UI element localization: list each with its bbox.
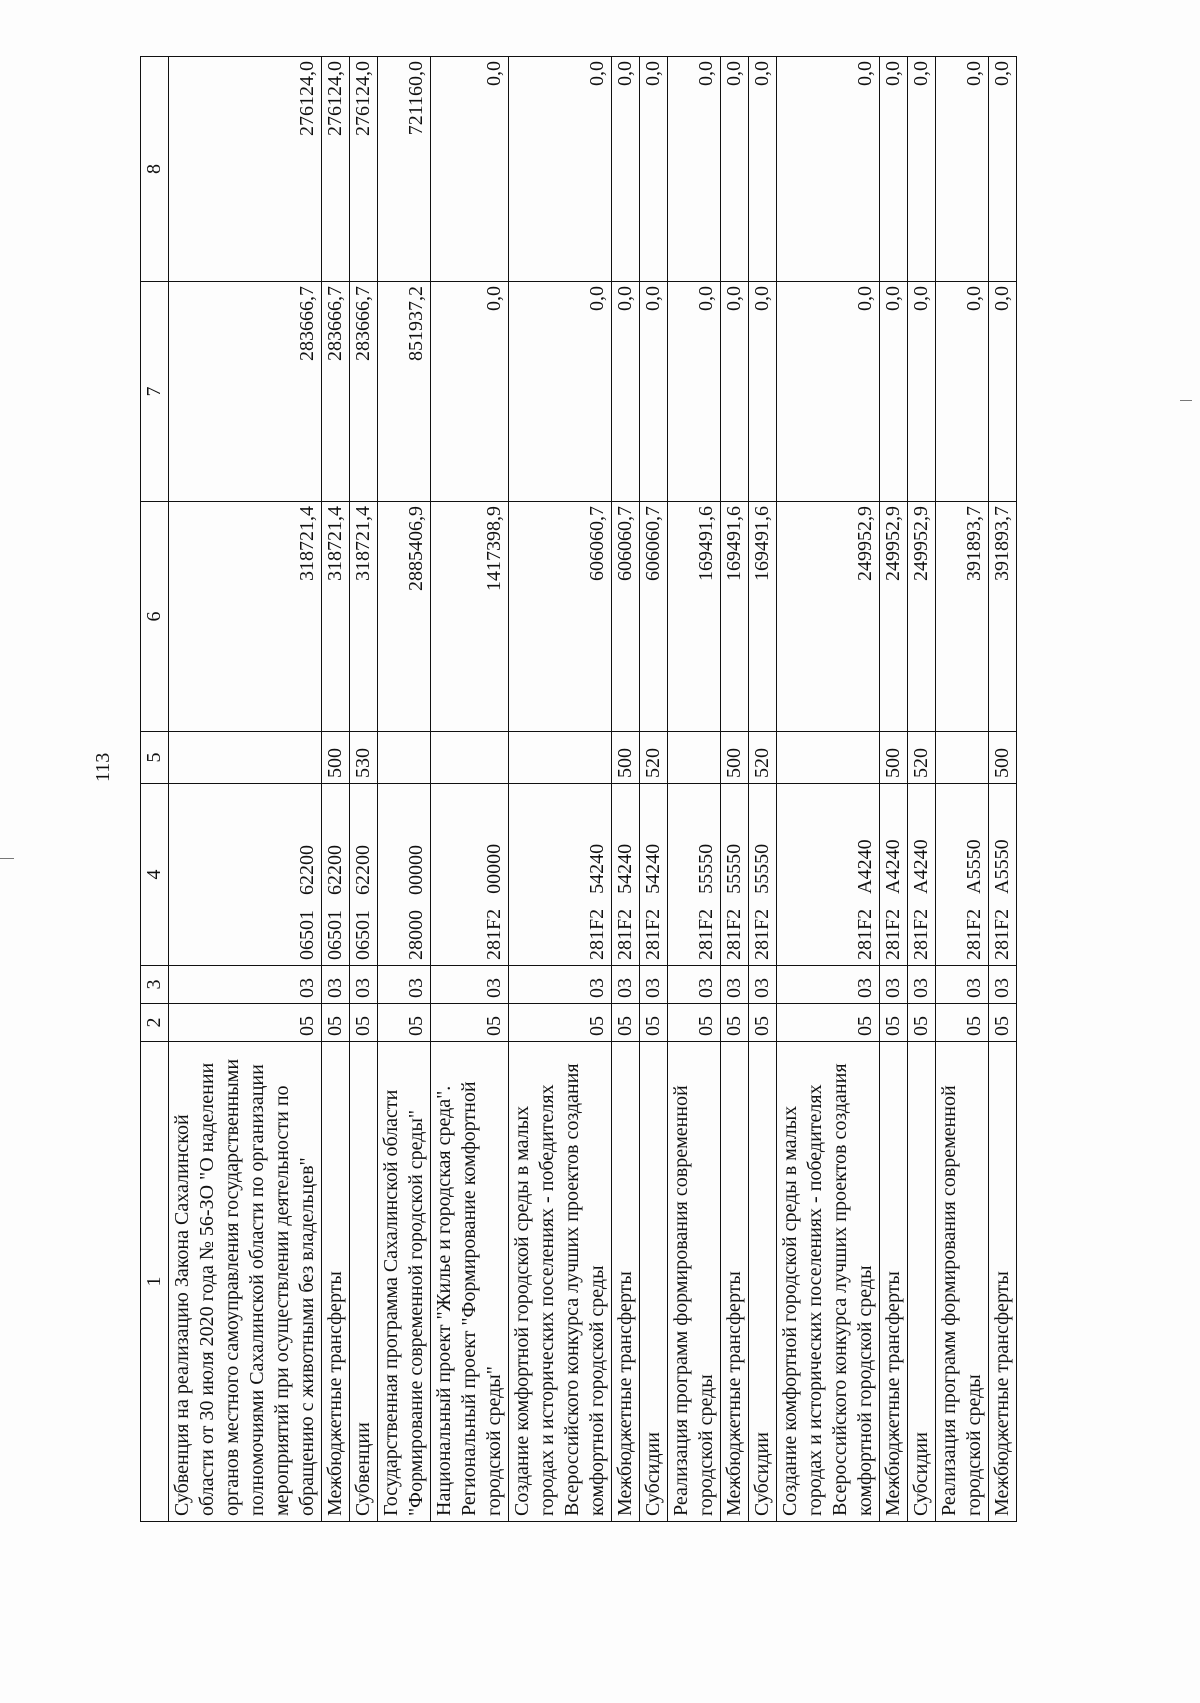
- section-cell: 05: [721, 1004, 749, 1042]
- target-article-cell: 281F2 А4240: [880, 784, 908, 966]
- row-name-cell: Межбюджетные трансферты: [880, 1042, 908, 1522]
- section-cell: 05: [378, 1004, 431, 1042]
- subsection-cell: 03: [908, 966, 936, 1004]
- amount-col8-cell: 276124,0: [169, 57, 322, 282]
- amount-col7-cell: 283666,7: [322, 282, 350, 502]
- section-cell: 05: [989, 1004, 1017, 1042]
- expense-type-cell: [509, 732, 612, 784]
- table-row: [322, 57, 350, 1522]
- row-name-cell: Национальный проект "Жилье и городская среда". Региональный проект "Формирование комфортной городской среды": [431, 1042, 509, 1522]
- page-number: 113: [92, 752, 114, 782]
- subsection-cell: 03: [431, 966, 509, 1004]
- table-row: [640, 57, 668, 1522]
- section-cell: 05: [668, 1004, 721, 1042]
- table-row: [989, 57, 1017, 1522]
- amount-col7-cell: 283666,7: [350, 282, 378, 502]
- amount-col6-cell: 169491,6: [749, 502, 777, 732]
- row-name-cell: Субсидии: [749, 1042, 777, 1522]
- expense-type-cell: [378, 732, 431, 784]
- subsection-cell: 03: [169, 966, 322, 1004]
- expense-type-cell: 500: [721, 732, 749, 784]
- section-cell: 05: [509, 1004, 612, 1042]
- expense-type-cell: 520: [908, 732, 936, 784]
- amount-col8-cell: 0,0: [640, 57, 668, 282]
- amount-col7-cell: 0,0: [612, 282, 640, 502]
- amount-col7-cell: 0,0: [640, 282, 668, 502]
- row-name-cell: Государственная программа Сахалинской области "Формирование современной городской среды": [378, 1042, 431, 1522]
- target-article-cell: 06501 62200: [322, 784, 350, 966]
- subsection-cell: 03: [509, 966, 612, 1004]
- amount-col7-cell: 0,0: [431, 282, 509, 502]
- amount-col7-cell: 0,0: [668, 282, 721, 502]
- row-name-cell: Субвенция на реализацию Закона Сахалинской области от 30 июля 2020 года № 56-ЗО "О наделении органов местного самоуправления государственными полномочиями Сахалинской области по организации мероприятий при осуществлении деятельности по обращению с животными без владельцев": [169, 1042, 322, 1522]
- amount-col8-cell: 0,0: [989, 57, 1017, 282]
- column-header: 5: [141, 732, 169, 784]
- amount-col8-cell: 0,0: [612, 57, 640, 282]
- table-row: [936, 57, 989, 1522]
- scan-artifact-line: [1180, 400, 1192, 401]
- target-article-cell: 281F2 А5550: [936, 784, 989, 966]
- expense-type-cell: [936, 732, 989, 784]
- section-cell: 05: [431, 1004, 509, 1042]
- subsection-cell: 03: [880, 966, 908, 1004]
- amount-col6-cell: 391893,7: [989, 502, 1017, 732]
- amount-col7-cell: 851937,2: [378, 282, 431, 502]
- column-header: 2: [141, 1004, 169, 1042]
- target-article-cell: 281F2 55550: [721, 784, 749, 966]
- expense-type-cell: 530: [350, 732, 378, 784]
- amount-col8-cell: 0,0: [431, 57, 509, 282]
- amount-col7-cell: 0,0: [989, 282, 1017, 502]
- expense-type-cell: 500: [989, 732, 1017, 784]
- amount-col8-cell: 0,0: [721, 57, 749, 282]
- section-cell: 05: [936, 1004, 989, 1042]
- row-name-cell: Субвенции: [350, 1042, 378, 1522]
- expense-type-cell: 500: [322, 732, 350, 784]
- row-name-cell: Субсидии: [640, 1042, 668, 1522]
- row-name-cell: Реализация программ формирования современной городской среды: [668, 1042, 721, 1522]
- expense-type-cell: 500: [612, 732, 640, 784]
- section-cell: 05: [908, 1004, 936, 1042]
- subsection-cell: 03: [668, 966, 721, 1004]
- amount-col8-cell: 276124,0: [322, 57, 350, 282]
- scan-artifact-line: [0, 858, 14, 859]
- row-name-cell: Межбюджетные трансферты: [721, 1042, 749, 1522]
- amount-col8-cell: 0,0: [668, 57, 721, 282]
- target-article-cell: 281F2 54240: [640, 784, 668, 966]
- row-name-cell: Создание комфортной городской среды в малых городах и исторических поселениях - победителях Всероссийского конкурса лучших проектов создания комфортной городской среды: [777, 1042, 880, 1522]
- amount-col6-cell: 606060,7: [509, 502, 612, 732]
- column-header: 3: [141, 966, 169, 1004]
- subsection-cell: 03: [936, 966, 989, 1004]
- target-article-cell: 281F2 А4240: [908, 784, 936, 966]
- column-header: 8: [141, 57, 169, 282]
- expense-type-cell: [668, 732, 721, 784]
- section-cell: 05: [777, 1004, 880, 1042]
- amount-col6-cell: 391893,7: [936, 502, 989, 732]
- expense-type-cell: [169, 732, 322, 784]
- amount-col7-cell: 0,0: [777, 282, 880, 502]
- amount-col6-cell: 249952,9: [880, 502, 908, 732]
- amount-col7-cell: 0,0: [749, 282, 777, 502]
- subsection-cell: 03: [749, 966, 777, 1004]
- table-row: [169, 57, 322, 1522]
- header-row: [141, 57, 169, 1522]
- subsection-cell: 03: [350, 966, 378, 1004]
- amount-col6-cell: 249952,9: [908, 502, 936, 732]
- column-header: 7: [141, 282, 169, 502]
- amount-col6-cell: 606060,7: [612, 502, 640, 732]
- section-cell: 05: [169, 1004, 322, 1042]
- amount-col6-cell: 318721,4: [350, 502, 378, 732]
- target-article-cell: 28000 00000: [378, 784, 431, 966]
- row-name-cell: Межбюджетные трансферты: [989, 1042, 1017, 1522]
- table-row: [880, 57, 908, 1522]
- subsection-cell: 03: [322, 966, 350, 1004]
- column-header: 1: [141, 1042, 169, 1522]
- subsection-cell: 03: [721, 966, 749, 1004]
- table-row: [668, 57, 721, 1522]
- amount-col8-cell: 721160,0: [378, 57, 431, 282]
- table-row: [431, 57, 509, 1522]
- subsection-cell: 03: [612, 966, 640, 1004]
- row-name-cell: Межбюджетные трансферты: [322, 1042, 350, 1522]
- target-article-cell: 281F2 А5550: [989, 784, 1017, 966]
- budget-table: [140, 56, 1017, 1522]
- subsection-cell: 03: [640, 966, 668, 1004]
- amount-col6-cell: 606060,7: [640, 502, 668, 732]
- target-article-cell: 06501 62200: [350, 784, 378, 966]
- section-cell: 05: [880, 1004, 908, 1042]
- amount-col6-cell: 1417398,9: [431, 502, 509, 732]
- amount-col7-cell: 0,0: [509, 282, 612, 502]
- amount-col6-cell: 169491,6: [668, 502, 721, 732]
- amount-col8-cell: 276124,0: [350, 57, 378, 282]
- budget-table-sheet: [140, 57, 1185, 1522]
- amount-col8-cell: 0,0: [509, 57, 612, 282]
- expense-type-cell: 520: [640, 732, 668, 784]
- target-article-cell: 281F2 00000: [431, 784, 509, 966]
- target-article-cell: 06501 62200: [169, 784, 322, 966]
- column-header: 6: [141, 502, 169, 732]
- column-header: 4: [141, 784, 169, 966]
- section-cell: 05: [749, 1004, 777, 1042]
- table-row: [777, 57, 880, 1522]
- budget-table-body: [169, 57, 1017, 1522]
- amount-col8-cell: 0,0: [777, 57, 880, 282]
- table-row: [908, 57, 936, 1522]
- subsection-cell: 03: [989, 966, 1017, 1004]
- section-cell: 05: [350, 1004, 378, 1042]
- section-cell: 05: [322, 1004, 350, 1042]
- amount-col8-cell: 0,0: [936, 57, 989, 282]
- expense-type-cell: 520: [749, 732, 777, 784]
- amount-col8-cell: 0,0: [880, 57, 908, 282]
- expense-type-cell: 500: [880, 732, 908, 784]
- target-article-cell: 281F2 55550: [668, 784, 721, 966]
- table-row: [749, 57, 777, 1522]
- target-article-cell: 281F2 55550: [749, 784, 777, 966]
- row-name-cell: Реализация программ формирования современной городской среды: [936, 1042, 989, 1522]
- amount-col7-cell: 0,0: [936, 282, 989, 502]
- subsection-cell: 03: [777, 966, 880, 1004]
- amount-col7-cell: 0,0: [908, 282, 936, 502]
- amount-col7-cell: 283666,7: [169, 282, 322, 502]
- row-name-cell: Межбюджетные трансферты: [612, 1042, 640, 1522]
- amount-col6-cell: 318721,4: [169, 502, 322, 732]
- amount-col8-cell: 0,0: [908, 57, 936, 282]
- amount-col8-cell: 0,0: [749, 57, 777, 282]
- amount-col6-cell: 318721,4: [322, 502, 350, 732]
- amount-col6-cell: 2885406,9: [378, 502, 431, 732]
- amount-col6-cell: 249952,9: [777, 502, 880, 732]
- row-name-cell: Субсидии: [908, 1042, 936, 1522]
- section-cell: 05: [612, 1004, 640, 1042]
- expense-type-cell: [431, 732, 509, 784]
- table-row: [350, 57, 378, 1522]
- row-name-cell: Создание комфортной городской среды в малых городах и исторических поселениях - победителях Всероссийского конкурса лучших проектов создания комфортной городской среды: [509, 1042, 612, 1522]
- amount-col7-cell: 0,0: [721, 282, 749, 502]
- section-cell: 05: [640, 1004, 668, 1042]
- amount-col6-cell: 169491,6: [721, 502, 749, 732]
- table-row: [612, 57, 640, 1522]
- amount-col7-cell: 0,0: [880, 282, 908, 502]
- table-row: [509, 57, 612, 1522]
- table-row: [378, 57, 431, 1522]
- target-article-cell: 281F2 А4240: [777, 784, 880, 966]
- table-row: [721, 57, 749, 1522]
- target-article-cell: 281F2 54240: [509, 784, 612, 966]
- target-article-cell: 281F2 54240: [612, 784, 640, 966]
- subsection-cell: 03: [378, 966, 431, 1004]
- expense-type-cell: [777, 732, 880, 784]
